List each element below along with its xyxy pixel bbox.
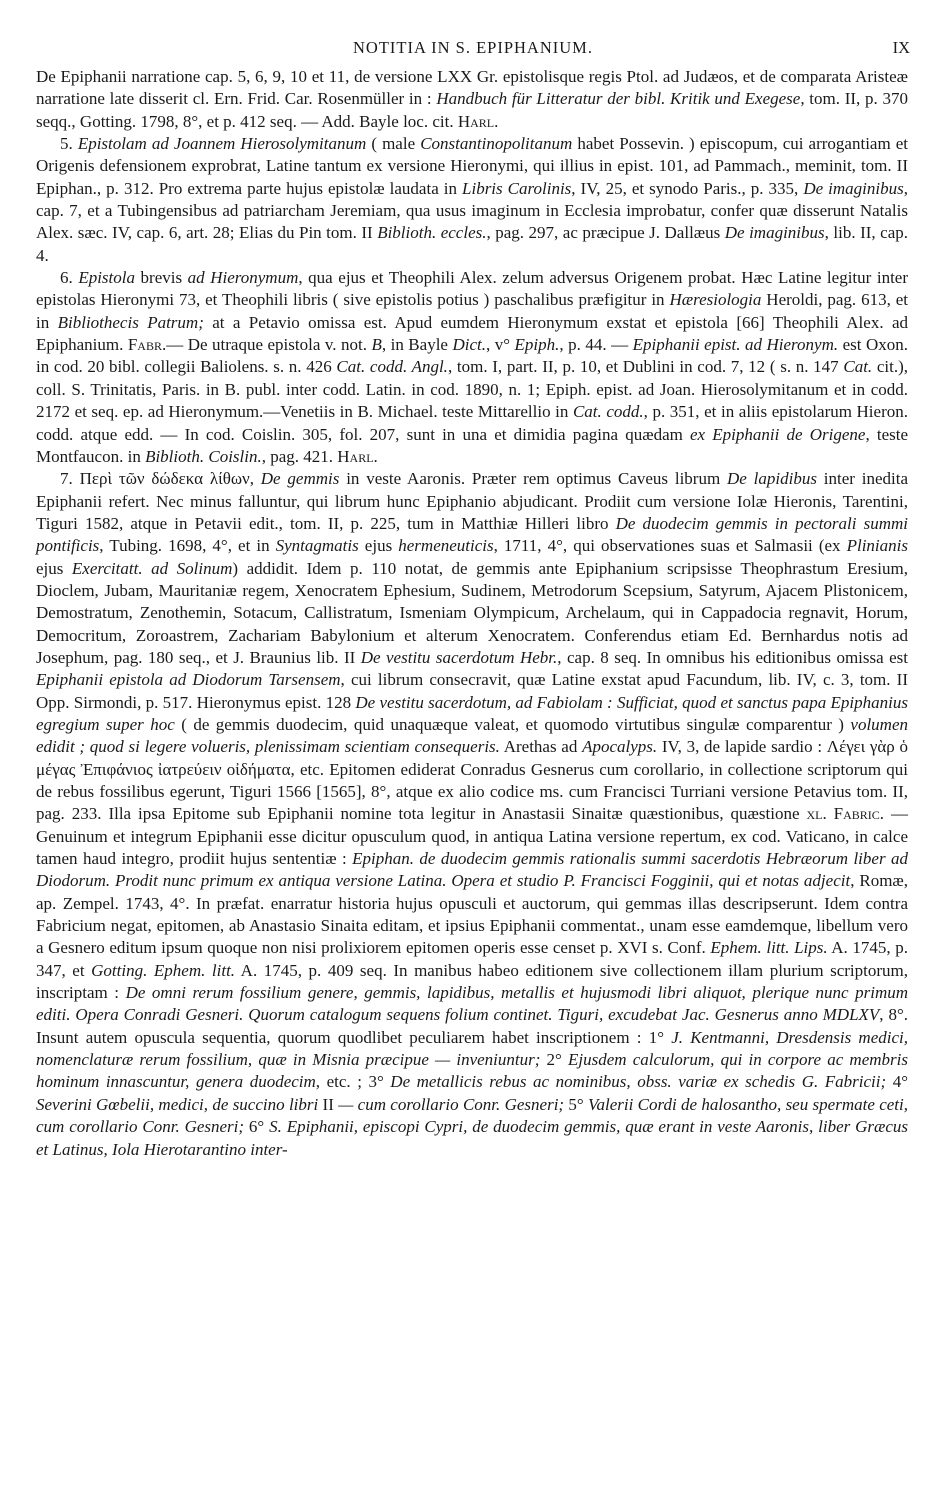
text-run: , IV, 25, et synodo Paris., p. 335, bbox=[571, 178, 804, 198]
text-run: 6° bbox=[244, 1117, 270, 1137]
text-run: ex Epiphanii de Origene bbox=[690, 424, 866, 444]
text-run: Cat. codd. bbox=[572, 402, 644, 422]
text-run: , pag. 421. bbox=[261, 446, 338, 466]
text-run: A. 1745, p. 347, et bbox=[36, 938, 908, 980]
text-run: cit.), coll. S. Trinitatis, Paris. in B. publ. inter codd. Latin. in cod. 1890, n. 1; Epiph. epist. ad Joan. Hierosolymitanum et in codd. 2172 et seq. ep. ad Hieronymum.—Venetiis in B. Michael. teste Mittarellio in bbox=[36, 357, 909, 422]
text-run: ( de gemmis duodecim, quid unaquæque valeat, et quomodo virtutibus singulæ comparentur ) bbox=[174, 714, 851, 734]
text-run: Gotting. Ephem. litt. bbox=[91, 960, 236, 980]
text-run: Epistola bbox=[78, 268, 135, 288]
text-run: ejus bbox=[358, 536, 399, 556]
text-run: in veste Aaronis. Præter rem optimus Caveus librum bbox=[339, 469, 728, 489]
text-run: Handbuch für Litteratur der bibl. Kritik und Exegese bbox=[436, 89, 801, 109]
paragraph bbox=[36, 267, 908, 468]
text-run: De duodecim gemmis in pectorali summi pontificis bbox=[36, 513, 908, 556]
text-run: — Genuinum et integrum Epiphanii esse dicitur opusculum quod, in antiqua Latina versione repertum, ex cod. Vaticano, in calce tamen haud integro, prodiit hujus sententiæ : bbox=[36, 804, 909, 869]
text-run: S. Epiphanii, episcopi Cypri, de duodecim gemmis, quæ erant in veste Aaronis, liber Græcus et Latinus, Iola Hierotarantino inter- bbox=[36, 1117, 908, 1159]
text-run: Cat. bbox=[843, 357, 873, 377]
text-run: 4° bbox=[886, 1072, 908, 1092]
text-run: ( male bbox=[366, 134, 421, 154]
text-run: hermeneuticis bbox=[398, 536, 494, 556]
text-run: Fabr. bbox=[127, 335, 167, 355]
running-header bbox=[36, 36, 910, 62]
text-run: De metallicis rebus ac nominibus, obss. variæ ex schedis G. Fabricii; bbox=[390, 1072, 887, 1092]
text-run bbox=[827, 804, 834, 823]
text-run: De omni rerum fossilium genere, gemmis, lapidibus, metallis et hujusmodi libri aliquot, plerique nunc primum editi. Opera Conradi Gesneri. Quorum catalogum sequens folium continet. Tiguri, excudebat Jac. Gesnerus anno MDLXV bbox=[36, 983, 909, 1025]
text-run: at a Petavio omissa est. Apud eumdem Hieronymum exstat et epistola [66] Theophili Alex. ad Epiphanium. bbox=[36, 312, 908, 355]
text-run: 5. bbox=[60, 134, 78, 154]
text-run: De imaginibus bbox=[724, 223, 825, 243]
text-run: Syntagmatis bbox=[275, 536, 359, 556]
text-run: , qua ejus et Theophili Alex. zelum adversus Origenem probat. Hæc Latine legitur inter epistolas Hieronymi 73, et Theophili libris ( sive epistolis potius ) paschalibus præfigitur in bbox=[36, 268, 909, 310]
text-run: ejus bbox=[36, 558, 72, 578]
text-run: Epiphan. de duodecim gemmis rationalis summi sacerdotis Hebræorum liber ad Diodorum. Prodit nunc primum ex antiqua versione Latina. Opera et studio P. Francisci Fogginii, qui et notas adjecit bbox=[36, 849, 908, 891]
text-run: Ephem. litt. Lips. bbox=[710, 938, 828, 958]
text-run: inter inedita Epiphanii refert. Nec minus falluntur, qui librum hunc Epiphanio abjudicant. Prodiit cum versione Iolæ Hieronis, Tarentini, Tiguri 1582, atque in Petavii edit., tom. II, p. 225, tum in Matthiæ Hilleri libro bbox=[36, 469, 909, 533]
text-run: Harl. bbox=[457, 111, 499, 131]
text-run: , in Bayle bbox=[381, 335, 453, 355]
text-run: II bbox=[318, 1094, 339, 1114]
text-run: Valerii Cordi de halosantho, seu spermate ceti, cum corollario Conr. Gesneri; bbox=[36, 1094, 908, 1137]
text-run: J. Kentmanni, Dresdensis medici, nomenclaturæ rerum fossilium, quæ in Misnia præcipue — inveniuntur; bbox=[36, 1027, 908, 1070]
text-run: Epiphanii epistola ad Diodorum Tarsensem bbox=[36, 670, 341, 690]
text-run: Cat. codd. Angl. bbox=[336, 357, 448, 377]
text-run: , p. 44. — bbox=[559, 335, 633, 355]
paragraph bbox=[36, 66, 908, 133]
text-run: , pag. 297, ac præcipue J. Dallæus bbox=[486, 223, 725, 243]
text-run: Libris Carolinis bbox=[462, 178, 572, 198]
text-run: ad Hieronymum bbox=[187, 268, 299, 288]
text-run: Hæresiologia bbox=[669, 290, 762, 310]
text-run: volumen edidit ; quod si legere volueris, plenissimam scientiam consequeris. bbox=[36, 714, 908, 757]
text-run: De vestitu sacerdotum, ad Fabiolam : Sufficiat, quod et sanctus papa Epiphanius egregium super hoc bbox=[36, 692, 908, 734]
text-run: , Romæ, ap. Zempel. 1743, 4°. In præfat. enarratur historia hujus opusculi et auctorum, qui gemmas illas descripserunt. Idem contra Fabricium negat, epitomen, ab Anastasio Sinaita editam, et ipsius Epiphanii commentat., unam esse eamdemque, libellum vero a Gesnero editum ipsum quoque non nisi prolixiorem epitomen operis esse censet p. XVI s. Conf. bbox=[36, 871, 909, 958]
text-run: Epiphanii epist. ad Hieronym. bbox=[632, 335, 839, 355]
text-run: De vestitu sacerdotum Hebr. bbox=[360, 647, 558, 667]
text-run: xl. bbox=[806, 804, 827, 824]
body-text bbox=[36, 66, 908, 1161]
text-run: 6. bbox=[60, 268, 79, 288]
text-run: , Tubing. 1698, 4°, et in bbox=[99, 536, 276, 556]
page-number: IX bbox=[892, 38, 910, 57]
paragraph bbox=[36, 133, 908, 267]
text-run: De imaginibus bbox=[803, 178, 904, 198]
text-run: Bibliothecis Patrum; bbox=[57, 312, 204, 332]
page-title: NOTITIA IN S. EPIPHANIUM. bbox=[353, 38, 593, 57]
text-run: Constantinopolitanum bbox=[420, 134, 573, 154]
text-run: 2° bbox=[540, 1050, 569, 1070]
text-run: , 1711, 4°, qui observationes suas et Salmasii (ex bbox=[493, 536, 847, 556]
text-run: ) addidit. Idem p. 110 notat, de gemmis ante Epiphanium scripsisse Theophrastum Eresium, Dioclem, Jubam, Mauritaniæ regem, Xenocratem Ephesium, Sudinem, Metrodorum Scepsium, Satyrum, Ajacem Plistonicem, Demostratum, Zenothemin, Sotacum, Callistratum, Ismeniam Olympicum, Archelaum, qui in Cappadocia regnavit, Horum, Democritum, Zoroastrem, Zachariam Babylonium et alterum Xenocratem. Conferendus etiam Ed. Bernhardus notis ad Josephum, pag. 180 seq., et J. Braunius lib. II bbox=[36, 558, 908, 667]
text-run: , etc. ; 3° bbox=[315, 1072, 391, 1092]
text-run: , tom. II, p. 370 seqq., Gotting. 1798, 8°, et p. 412 seq. — Add. Bayle loc. cit. bbox=[36, 89, 908, 131]
text-run: Ejusdem calculorum, qui in corpore ac membris hominum innascuntur, genera duodecim bbox=[36, 1050, 908, 1092]
text-run: , 8°. Insunt autem opuscula sequentia, quorum quodlibet peculiarem habet inscriptionem : 1° bbox=[36, 1005, 908, 1047]
text-run: , teste Montfaucon. in bbox=[36, 424, 909, 466]
text-run: Dict. bbox=[452, 335, 486, 355]
text-run: De lapidibus bbox=[727, 469, 817, 489]
text-run: Biblioth. Coislin. bbox=[145, 446, 262, 466]
text-run: — cum corollario Conr. Gesneri; bbox=[338, 1094, 565, 1114]
text-run: 5° bbox=[564, 1094, 589, 1114]
text-run: Severini Gœbelii, medici, de succino libri bbox=[36, 1094, 319, 1114]
text-run: , v° bbox=[486, 335, 515, 355]
text-run: Heroldi, pag. 613, et in bbox=[36, 290, 908, 332]
text-run: Plinianis bbox=[846, 536, 908, 556]
text-run: Epistolam ad Joannem Hierosolymitanum bbox=[77, 134, 367, 154]
text-run: — De utraque epistola v. not. bbox=[166, 335, 372, 355]
text-run: Biblioth. eccles. bbox=[377, 223, 487, 243]
text-run: Arethas ad bbox=[499, 737, 583, 757]
text-run: habet Possevin. ) episcopum, cui arrogantiam et Origenis defensionem exprobrat, Latine tantum ex versione Hieronymi, qui illius in epist. 101, ad Pammach., meminit, tom. II Epiphan., p. 312. Pro extrema parte hujus epistolæ laudata in bbox=[36, 134, 909, 198]
text-run: Harl. bbox=[337, 446, 378, 466]
text-run: est Oxon. in cod. 20 bibl. collegii Baliolens. s. n. 426 bbox=[36, 335, 908, 377]
text-run: , tom. I, part. II, p. 10, et Dublini in cod. 7, 12 ( s. n. 147 bbox=[447, 357, 844, 377]
text-run: IV, 3, de lapide sardio : Λέγει γὰρ ὁ μέγας Ἐπιφάνιος ἰατρεύειν οἰδήματα, etc. Epitomen ediderat Conradus Gesnerus cum corollario, in collectione scriptorum qui de rebus fossilibus egerunt, Tiguri 1566 [1565], 8°, atque ex alio codice ms. cum Francisci Turriani versione Petavius tom. II, pag. 233. Illa ipsa Epitome sub Epiphanii nomine tota legitur in Anastasii Sinaitæ quæstionibus, quæstione bbox=[36, 737, 909, 824]
text-run: Fabric. bbox=[833, 804, 885, 824]
text-run: brevis bbox=[134, 268, 188, 288]
text-run: De gemmis bbox=[260, 469, 340, 489]
text-run: B bbox=[371, 335, 382, 355]
text-run: , p. 351, et in aliis epistolarum Hieron. codd. atque edd. — In cod. Coislin. 305, fol. 207, sunt in una et dimidia pagina quædam bbox=[36, 402, 908, 444]
text-run: Apocalyps. bbox=[582, 737, 658, 757]
text-run: , cap. 7, et a Tubingensibus ad patriarcham Jeremiam, qua usus imaginum in Ecclesia improbatur, confer quæ disserunt Natalis Alex. sæc. IV, cap. 6, art. 28; Elias du Pin tom. II bbox=[36, 178, 908, 243]
text-run: , cui librum consecravit, quæ Latine exstat apud Facundum, lib. IV, c. 3, tom. II Opp. Sirmondi, p. 517. Hieronymus epist. 128 bbox=[36, 670, 908, 712]
paragraph bbox=[36, 468, 908, 1161]
text-run: Epiph. bbox=[514, 335, 560, 355]
text-run: A. 1745, p. 409 seq. In manibus habeo editionem sive collectionem illam plurium scriptorum, inscriptam : bbox=[36, 960, 908, 1003]
text-run: , cap. 8 seq. In omnibus his editionibus omissa est bbox=[557, 647, 908, 667]
text-run: Exercitatt. ad Solinum bbox=[71, 558, 233, 578]
text-run: De Epiphanii narratione cap. 5, 6, 9, 10 et 11, de versione LXX Gr. epistolisque regis Ptol. ad Judæos, et de comparata Aristeæ narratione late disserit cl. Ern. Frid. Car. Rosenmüller in : bbox=[36, 67, 908, 109]
text-run: 7. Περὶ τῶν δώδεκα λίθων, bbox=[60, 469, 261, 489]
text-run: , lib. II, cap. 4. bbox=[36, 223, 908, 265]
